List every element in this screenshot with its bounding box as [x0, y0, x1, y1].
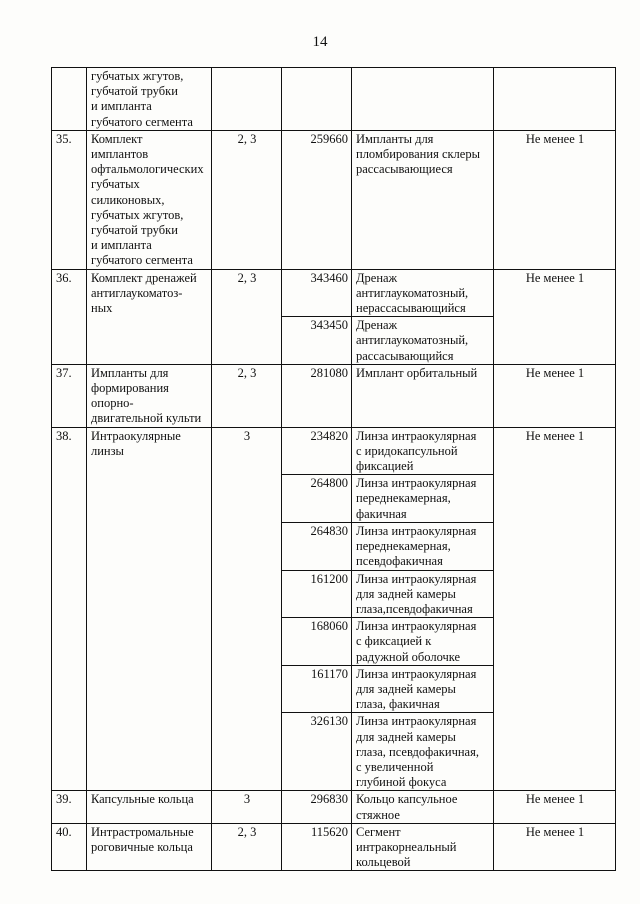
category: 2, 3 — [212, 823, 282, 871]
row-number: 39. — [52, 791, 87, 823]
classifier-code: 259660 — [282, 130, 352, 269]
classifier-code: 168060 — [282, 618, 352, 666]
classifier-code: 264830 — [282, 522, 352, 570]
table-row — [52, 130, 616, 269]
quantity — [494, 68, 616, 131]
item-name: Комплект имплантов офтальмологических губчатых силиконовых, губчатых жгутов, губчатой трубки и импланта губчатого сегмента — [87, 130, 212, 269]
category: 2, 3 — [212, 130, 282, 269]
classifier-code: 115620 — [282, 823, 352, 871]
item-description: Кольцо капсульное стяжное — [352, 791, 494, 823]
item-description — [352, 68, 494, 131]
table-row — [52, 791, 616, 823]
item-description: Линза интраокулярная с фиксацией к радужной оболочке — [352, 618, 494, 666]
item-description: Линза интраокулярная переднекамерная, факичная — [352, 475, 494, 523]
row-number: 36. — [52, 269, 87, 364]
item-name: Интрастромальные роговичные кольца — [87, 823, 212, 871]
item-name: Импланты для формирования опорно- двигательной культи — [87, 364, 212, 427]
item-description: Линза интраокулярная для задней камеры глаза, факичная — [352, 665, 494, 713]
item-description: Имплант орбитальный — [352, 364, 494, 427]
classifier-code: 296830 — [282, 791, 352, 823]
table-row — [52, 427, 616, 475]
category — [212, 68, 282, 131]
category: 2, 3 — [212, 269, 282, 364]
classifier-code: 343450 — [282, 317, 352, 365]
category: 3 — [212, 427, 282, 791]
quantity: Не менее 1 — [494, 823, 616, 871]
category: 3 — [212, 791, 282, 823]
item-name: Капсульные кольца — [87, 791, 212, 823]
item-name: Комплект дренажей антиглаукоматоз- ных — [87, 269, 212, 364]
row-number: 40. — [52, 823, 87, 871]
table-row — [52, 68, 616, 131]
category: 2, 3 — [212, 364, 282, 427]
item-description: Линза интраокулярная переднекамерная, псевдофакичная — [352, 522, 494, 570]
item-description: Сегмент интракорнеальный кольцевой — [352, 823, 494, 871]
row-number: 35. — [52, 130, 87, 269]
classifier-code: 343460 — [282, 269, 352, 317]
item-name: губчатых жгутов, губчатой трубки и импланта губчатого сегмента — [87, 68, 212, 131]
classifier-code: 326130 — [282, 713, 352, 791]
table-row — [52, 364, 616, 427]
quantity: Не менее 1 — [494, 269, 616, 364]
item-description: Дренаж антиглаукоматозный, нерассасывающийся — [352, 269, 494, 317]
page-number: 14 — [312, 34, 328, 50]
classifier-code: 264800 — [282, 475, 352, 523]
quantity: Не менее 1 — [494, 427, 616, 791]
quantity: Не менее 1 — [494, 791, 616, 823]
classifier-code: 161170 — [282, 665, 352, 713]
item-description: Линза интраокулярная для задней камеры глаза, псевдофакичная, с увеличенной глубиной фокуса — [352, 713, 494, 791]
quantity: Не менее 1 — [494, 364, 616, 427]
table-row — [52, 269, 616, 317]
table-body — [52, 68, 616, 871]
classifier-code — [282, 68, 352, 131]
row-number: 38. — [52, 427, 87, 791]
item-description: Линза интраокулярная для задней камеры глаза,псевдофакичная — [352, 570, 494, 618]
medical-devices-table — [51, 67, 616, 871]
classifier-code: 281080 — [282, 364, 352, 427]
item-description: Импланты для пломбирования склеры рассасывающиеся — [352, 130, 494, 269]
row-number — [52, 68, 87, 131]
row-number: 37. — [52, 364, 87, 427]
item-description: Линза интраокулярная с иридокапсульной фиксацией — [352, 427, 494, 475]
classifier-code: 234820 — [282, 427, 352, 475]
quantity: Не менее 1 — [494, 130, 616, 269]
item-description: Дренаж антиглаукоматозный, рассасывающийся — [352, 317, 494, 365]
table-row — [52, 823, 616, 871]
item-name: Интраокулярные линзы — [87, 427, 212, 791]
classifier-code: 161200 — [282, 570, 352, 618]
